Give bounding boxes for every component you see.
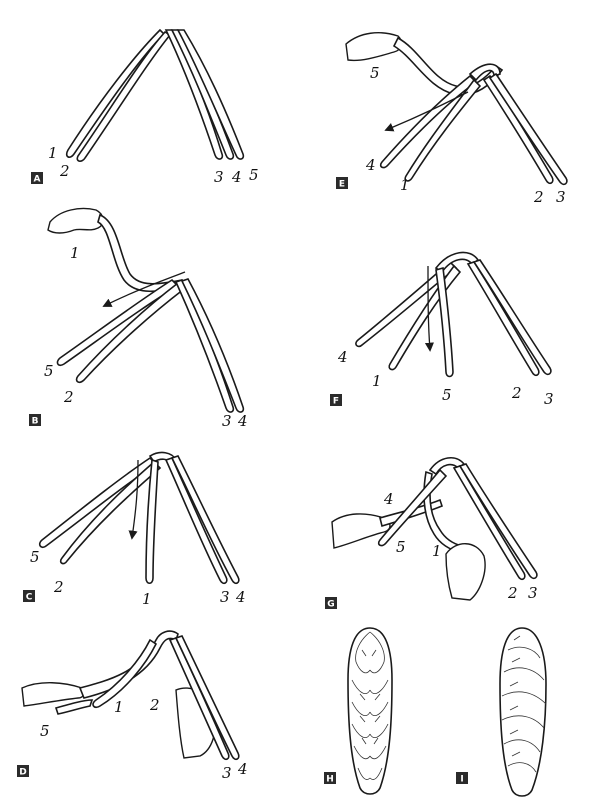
strand [172,30,233,159]
strand-number: 4 [384,490,394,508]
hand-icon [48,209,103,234]
strand-number: 3 [528,584,538,602]
strand [490,74,567,184]
strand-number: 3 [222,412,232,430]
strand-number: 2 [54,578,64,596]
braided-loaf [348,628,392,794]
panel-badge: D [19,767,27,778]
strand-number: 4 [366,156,376,174]
panel-badge: I [460,774,464,785]
strand [57,280,178,365]
strand [80,631,178,698]
panel-badge: H [326,774,334,785]
strand [40,458,156,547]
panel-badge: A [33,174,41,185]
strand [67,30,164,157]
strand [468,262,539,375]
strand-number: 4 [238,760,248,778]
panel-g [325,458,538,610]
panel-e [336,33,567,206]
strand [166,458,227,583]
panel-b [29,209,248,431]
strand-number: 3 [222,764,232,782]
strand-number: 1 [372,372,382,390]
strand-number: 4 [238,412,248,430]
strand-number: 2 [512,384,522,402]
panel-badge: E [338,179,346,190]
strand-number: 5 [30,548,40,566]
strand-number: 5 [40,722,50,740]
strand [182,279,243,412]
strand-number: 2 [508,584,518,602]
strand-number: 4 [338,348,348,366]
hand-icon [446,544,485,600]
strand-number: 3 [220,588,230,606]
strand [56,700,92,714]
strand-number: 5 [396,538,406,556]
strand [77,283,184,382]
strand [474,260,551,374]
strand-number: 1 [142,590,152,608]
strand [176,280,233,412]
strand-number: 3 [544,390,554,408]
strand-number: 1 [48,144,58,162]
strand-number: 5 [442,386,452,404]
panel-h [324,628,392,794]
strand-number: 2 [534,188,544,206]
panel-badge: C [25,592,33,603]
strand [172,456,239,583]
strand-number: 1 [400,176,410,194]
strand-number: 2 [60,162,70,180]
panel-badge: B [31,416,39,427]
strand-number: 1 [114,698,124,716]
strand-number: 5 [370,64,380,82]
panel-f [330,252,554,408]
strand-number: 3 [214,168,224,186]
strand-number: 5 [249,166,259,184]
strand [77,32,170,161]
strand-number: 2 [64,388,74,406]
twisted-loaf [500,628,546,796]
panel-d [17,631,248,782]
strand-number: 3 [556,188,566,206]
strand-number: 4 [236,588,246,606]
strand-number: 1 [70,244,80,262]
panel-c [23,453,246,608]
strand [484,76,553,183]
panel-badge: F [332,396,340,407]
strand-number: 5 [44,362,54,380]
strand-number: 4 [232,168,242,186]
hand-icon [346,33,401,61]
panel-a [31,30,259,186]
strand-number: 2 [150,696,160,714]
panel-i [456,628,546,796]
panel-badge: G [327,599,335,610]
strand-number: 1 [432,542,442,560]
